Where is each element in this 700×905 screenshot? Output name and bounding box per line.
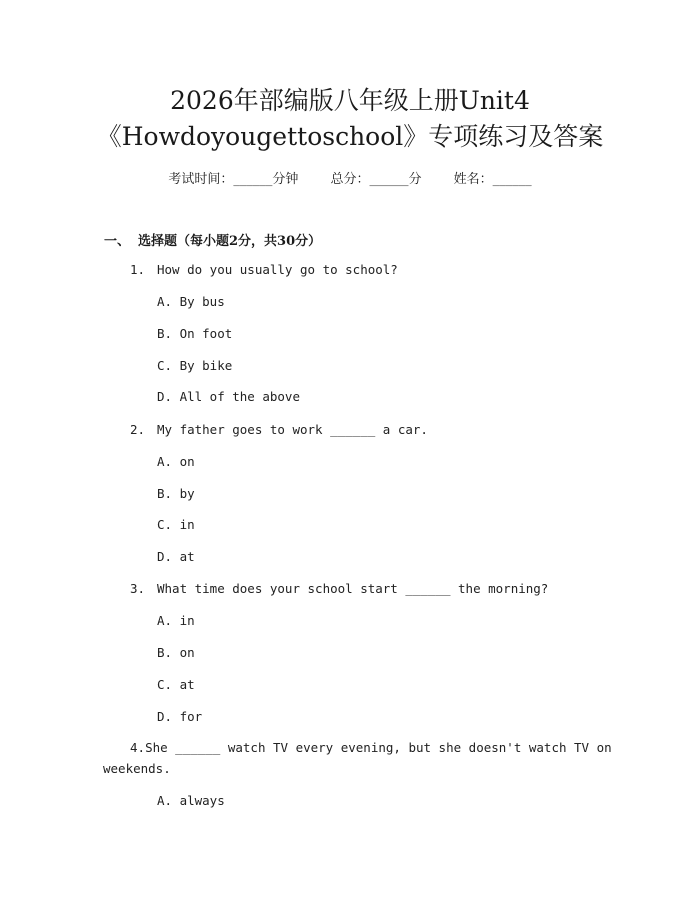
exam-time: 考试时间：______分钟 <box>168 172 299 187</box>
section-number: 一、 <box>104 234 131 249</box>
student-name: 姓名：______ <box>453 172 532 187</box>
section-title: 选择题（每小题2分，共30分） <box>138 234 322 249</box>
option: B. on <box>157 645 195 660</box>
option: B. by <box>157 486 195 501</box>
section-heading <box>104 230 321 249</box>
option: D. All of the above <box>157 389 300 404</box>
option: C. in <box>157 517 195 532</box>
option: A. in <box>157 613 195 628</box>
question-3: 3. What time does your school start ______ the morning? <box>130 581 549 596</box>
question-2: 2. My father goes to work ______ a car. <box>130 422 428 437</box>
question-4-continued: weekends. <box>103 761 171 776</box>
option: D. at <box>157 549 195 564</box>
document-title-line2: 《Howdoyougettoschool》专项练习及答案 <box>96 122 604 151</box>
document-title-line1: 2026年部编版八年级上册Unit4 <box>170 86 530 115</box>
exam-info <box>0 168 700 187</box>
option: A. on <box>157 454 195 469</box>
option: D. for <box>157 709 203 724</box>
option: A. always <box>157 793 225 808</box>
option: C. at <box>157 677 195 692</box>
option: C. By bike <box>157 358 233 373</box>
option: B. On foot <box>157 326 233 341</box>
total-score: 总分：______分 <box>330 172 422 187</box>
question-1: 1. How do you usually go to school? <box>130 262 398 277</box>
question-4: 4.She ______ watch TV every evening, but she doesn't watch TV on <box>130 740 612 755</box>
option: A. By bus <box>157 294 225 309</box>
